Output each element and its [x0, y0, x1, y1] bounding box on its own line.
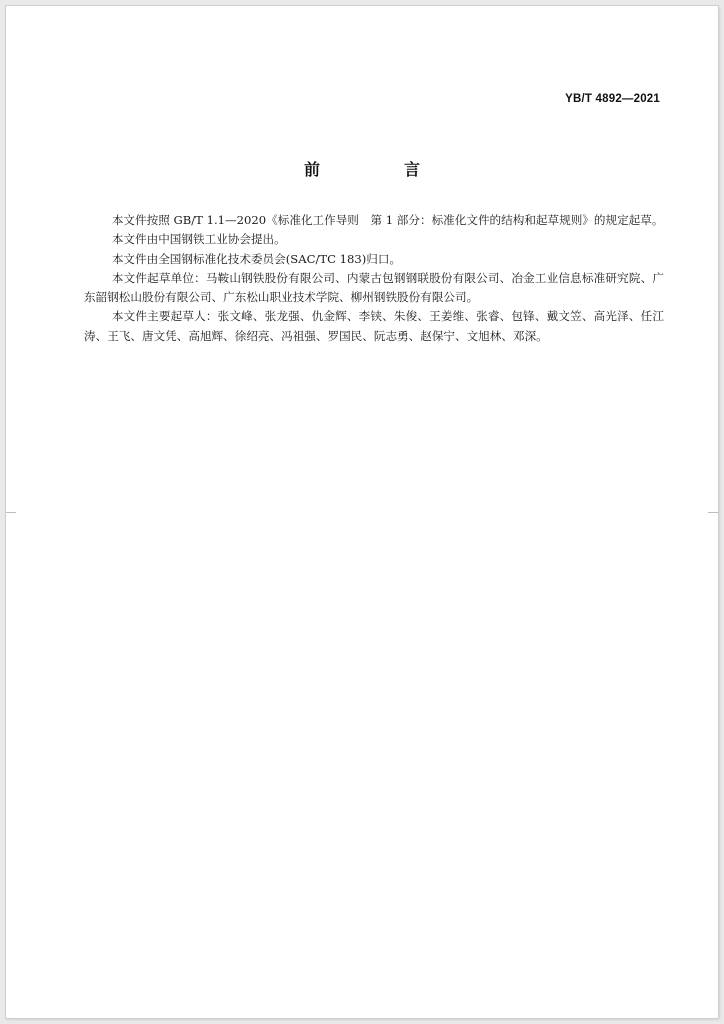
fold-mark-right	[708, 512, 718, 513]
document-page	[6, 6, 718, 1018]
paragraph-drafting-units: 本文件起草单位：马鞍山钢铁股份有限公司、内蒙古包钢钢联股份有限公司、冶金工业信息标准研究院、广东韶钢松山股份有限公司、广东松山职业技术学院、柳州钢铁股份有限公司。	[84, 270, 664, 305]
paragraph-proposer: 本文件由中国钢铁工业协会提出。	[111, 232, 286, 247]
preface-body	[84, 211, 664, 346]
fold-mark-left	[6, 512, 16, 513]
paragraph-administrator: 本文件由全国钢标准化技术委员会(SAC/TC 183)归口。	[111, 251, 402, 266]
paragraph-drafting-rules: 本文件按照 GB/T 1.1—2020《标准化工作导则 第 1 部分：标准化文件的结构和起草规则》的规定起草。	[111, 213, 664, 227]
page-title: 前 言	[303, 160, 454, 179]
paragraph-drafters: 本文件主要起草人：张文峰、张龙强、仇金辉、李铗、朱俊、王姜维、张睿、包锋、戴文笠、高光泽、任江涛、王飞、唐文凭、高旭辉、徐绍亮、冯祖强、罗国民、阮志勇、赵保宁、文旭林、邓深。	[84, 309, 664, 343]
standard-code: YB/T 4892—2021	[565, 93, 660, 105]
